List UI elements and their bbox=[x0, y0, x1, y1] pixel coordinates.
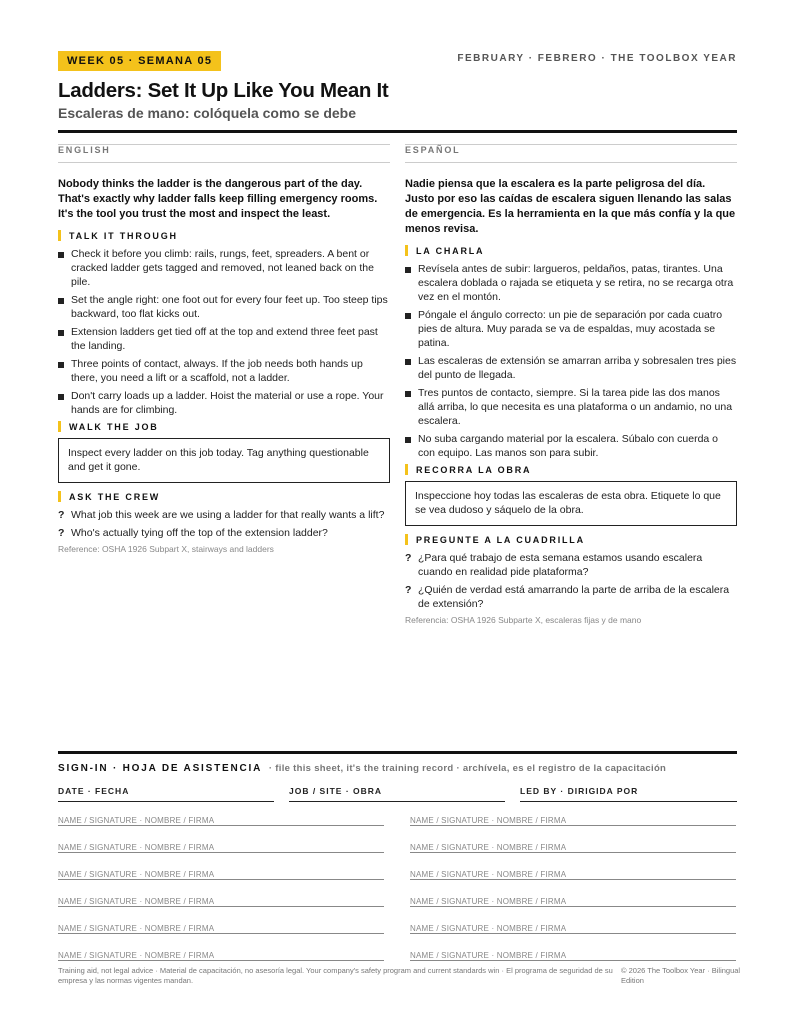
bullet-text: Póngale el ángulo correcto: un pie de separación por cada cuatro pies de altura. Muy parada se va de espaldas, muy acostada se patina. bbox=[418, 309, 723, 349]
section-accent-bar bbox=[58, 491, 61, 502]
question-text: ¿Quién de verdad está amarrando la parte de arriba de la escalera de extensión? bbox=[418, 584, 730, 610]
signature-line[interactable] bbox=[410, 837, 736, 853]
crew-questions bbox=[58, 508, 390, 540]
column-divider bbox=[58, 162, 390, 163]
square-bullet-icon bbox=[405, 313, 411, 319]
question-text: What job this week are we using a ladder for that really wants a lift? bbox=[71, 509, 385, 521]
english-column bbox=[58, 144, 390, 554]
job-site-label: JOB / SITE · OBRA bbox=[289, 786, 383, 796]
signature-line[interactable] bbox=[410, 891, 736, 907]
footer-disclaimer: Training aid, not legal advice · Material de capacitación, no asesoría legal. Your company's safety program and current standards win · El programa de seguridad de su empresa y las normas vigentes mandan. bbox=[58, 966, 613, 985]
signin-note: · file this sheet, it's the training record · archívela, es el registro de la capacitación bbox=[268, 763, 667, 774]
list-item bbox=[58, 247, 390, 289]
list-item bbox=[405, 432, 737, 460]
signature-line[interactable] bbox=[410, 945, 736, 961]
square-bullet-icon bbox=[58, 362, 64, 368]
section-accent-bar bbox=[58, 230, 61, 241]
square-bullet-icon bbox=[405, 359, 411, 365]
signature-placeholder: NAME / SIGNATURE · NOMBRE / FIRMA bbox=[410, 924, 567, 933]
header-month-label: FEBRUARY · FEBRERO · THE TOOLBOX YEAR bbox=[457, 53, 737, 64]
led-by-field[interactable] bbox=[520, 781, 737, 802]
week-badge: WEEK 05 · SEMANA 05 bbox=[58, 51, 221, 71]
lead-paragraph: Nobody thinks the ladder is the dangerous part of the day. That's exactly why ladder falls keep filling emergency rooms. It's the tool you trust the most and inspect the least. bbox=[58, 178, 378, 220]
signature-line[interactable] bbox=[410, 810, 736, 826]
led-by-label: LED BY · DIRIGIDA POR bbox=[520, 786, 639, 796]
section-heading: RECORRA LA OBRA bbox=[416, 464, 532, 475]
list-item bbox=[58, 357, 390, 385]
page bbox=[58, 0, 741, 1028]
list-item bbox=[405, 386, 737, 428]
walk-the-job-box: Inspect every ladder on this job today. Tag anything questionable and get it gone. bbox=[58, 438, 390, 483]
list-item bbox=[58, 389, 390, 417]
list-item bbox=[58, 526, 390, 540]
section-heading: LA CHARLA bbox=[416, 245, 485, 256]
question-mark-icon: ? bbox=[58, 527, 65, 539]
reference-note: Reference: OSHA 1926 Subpart X, stairways and ladders bbox=[58, 544, 274, 554]
signature-placeholder: NAME / SIGNATURE · NOMBRE / FIRMA bbox=[410, 843, 567, 852]
signature-placeholder: NAME / SIGNATURE · NOMBRE / FIRMA bbox=[410, 897, 567, 906]
crew-questions bbox=[405, 551, 737, 611]
bullet-text: Tres puntos de contacto, siempre. Si la tarea pide las dos manos allá arriba, lo que necesita es una plataforma o un andamio, no una escalera. bbox=[418, 387, 733, 427]
question-mark-icon: ? bbox=[405, 552, 412, 564]
lead-paragraph: Nadie piensa que la escalera es la parte peligrosa del día. Justo por eso las caídas de escalera siguen llenando las salas de emergencia. Es la herramienta en la que más confía y la que menos revisa. bbox=[405, 178, 736, 235]
signature-placeholder: NAME / SIGNATURE · NOMBRE / FIRMA bbox=[58, 951, 215, 960]
signin-header bbox=[58, 763, 666, 774]
square-bullet-icon bbox=[58, 298, 64, 304]
bullet-text: Extension ladders get tied off at the top and extend three feet past the landing. bbox=[71, 326, 378, 352]
signature-placeholder: NAME / SIGNATURE · NOMBRE / FIRMA bbox=[410, 951, 567, 960]
bullet-text: Check it before you climb: rails, rungs, feet, spreaders. A bent or cracked ladder gets tagged and removed, not leaned back on the pile. bbox=[71, 248, 374, 288]
signin-title: SIGN-IN · HOJA DE ASISTENCIA bbox=[58, 763, 263, 774]
signature-placeholder: NAME / SIGNATURE · NOMBRE / FIRMA bbox=[58, 816, 215, 825]
signature-placeholder: NAME / SIGNATURE · NOMBRE / FIRMA bbox=[410, 870, 567, 879]
bullet-text: Revísela antes de subir: largueros, peldaños, patas, tirantes. Una escalera doblada o rajada se etiqueta y se retira, no se recarga otra vez en el montón. bbox=[418, 263, 734, 303]
list-item bbox=[405, 551, 737, 579]
section-walk-the-job bbox=[58, 421, 390, 432]
square-bullet-icon bbox=[405, 437, 411, 443]
question-mark-icon: ? bbox=[58, 509, 65, 521]
job-site-field[interactable] bbox=[289, 781, 505, 802]
question-mark-icon: ? bbox=[405, 584, 412, 596]
title-divider bbox=[58, 130, 737, 133]
square-bullet-icon bbox=[58, 330, 64, 336]
question-text: Who's actually tying off the top of the extension ladder? bbox=[71, 527, 328, 539]
list-item bbox=[405, 583, 737, 611]
column-divider bbox=[405, 162, 737, 163]
square-bullet-icon bbox=[58, 252, 64, 258]
square-bullet-icon bbox=[405, 267, 411, 273]
date-field[interactable] bbox=[58, 781, 274, 802]
talk-bullets bbox=[405, 262, 737, 460]
section-heading: WALK THE JOB bbox=[69, 421, 159, 432]
list-item bbox=[58, 293, 390, 321]
section-heading: ASK THE CREW bbox=[69, 491, 161, 502]
section-la-charla bbox=[405, 245, 737, 256]
reference-note: Referencia: OSHA 1926 Subparte X, escaleras fijas y de mano bbox=[405, 615, 642, 625]
page-subtitle: Escaleras de mano: colóquela como se debe bbox=[58, 105, 356, 121]
section-talk-it-through bbox=[58, 230, 390, 241]
section-heading: TALK IT THROUGH bbox=[69, 230, 178, 241]
section-accent-bar bbox=[405, 534, 408, 545]
signature-line[interactable] bbox=[58, 864, 384, 880]
signature-placeholder: NAME / SIGNATURE · NOMBRE / FIRMA bbox=[58, 897, 215, 906]
list-item bbox=[405, 308, 737, 350]
signature-line[interactable] bbox=[58, 810, 384, 826]
section-recorra-la-obra bbox=[405, 464, 737, 475]
question-text: ¿Para qué trabajo de esta semana estamos usando escalera cuando en realidad pide plataforma? bbox=[418, 552, 703, 578]
column-label-english: ENGLISH bbox=[58, 144, 390, 156]
signature-line[interactable] bbox=[58, 891, 384, 907]
date-label: DATE · FECHA bbox=[58, 786, 130, 796]
signature-line[interactable] bbox=[410, 864, 736, 880]
bullet-text: Set the angle right: one foot out for every four feet up. Too steep tips backward, too flat kicks out. bbox=[71, 294, 388, 320]
bullet-text: Don't carry loads up a ladder. Hoist the material or use a rope. Your hands are for climbing. bbox=[71, 390, 384, 416]
signature-line[interactable] bbox=[58, 837, 384, 853]
signature-placeholder: NAME / SIGNATURE · NOMBRE / FIRMA bbox=[58, 870, 215, 879]
section-accent-bar bbox=[405, 245, 408, 256]
section-pregunte-a-la-cuadrilla bbox=[405, 534, 737, 545]
section-heading: PREGUNTE A LA CUADRILLA bbox=[416, 534, 585, 545]
list-item bbox=[58, 325, 390, 353]
section-accent-bar bbox=[405, 464, 408, 475]
walk-the-job-box: Inspeccione hoy todas las escaleras de esta obra. Etiquete lo que se vea dudoso y sáquelo de la obra. bbox=[405, 481, 737, 526]
list-item bbox=[58, 508, 390, 522]
bullet-text: Three points of contact, always. If the job needs both hands up there, you need a lift or a scaffold, not a ladder. bbox=[71, 358, 363, 384]
bullet-text: Las escaleras de extensión se amarran arriba y sobresalen tres pies del punto de llegada. bbox=[418, 355, 737, 381]
signature-placeholder: NAME / SIGNATURE · NOMBRE / FIRMA bbox=[58, 843, 215, 852]
square-bullet-icon bbox=[405, 391, 411, 397]
spanish-column bbox=[405, 144, 737, 625]
signature-placeholder: NAME / SIGNATURE · NOMBRE / FIRMA bbox=[410, 816, 567, 825]
footer-copyright: © 2026 The Toolbox Year · Bilingual Edition bbox=[621, 966, 741, 985]
talk-bullets bbox=[58, 247, 390, 417]
signin-divider bbox=[58, 751, 737, 754]
section-ask-the-crew bbox=[58, 491, 390, 502]
page-title: Ladders: Set It Up Like You Mean It bbox=[58, 79, 389, 102]
list-item bbox=[405, 262, 737, 304]
signature-line[interactable] bbox=[58, 918, 384, 934]
bullet-text: No suba cargando material por la escalera. Súbalo con cuerda o con equipo. Las manos son para subir. bbox=[418, 433, 719, 459]
signature-line[interactable] bbox=[58, 945, 384, 961]
list-item bbox=[405, 354, 737, 382]
column-label-spanish: ESPAÑOL bbox=[405, 144, 737, 156]
signature-line[interactable] bbox=[410, 918, 736, 934]
square-bullet-icon bbox=[58, 394, 64, 400]
section-accent-bar bbox=[58, 421, 61, 432]
signature-placeholder: NAME / SIGNATURE · NOMBRE / FIRMA bbox=[58, 924, 215, 933]
